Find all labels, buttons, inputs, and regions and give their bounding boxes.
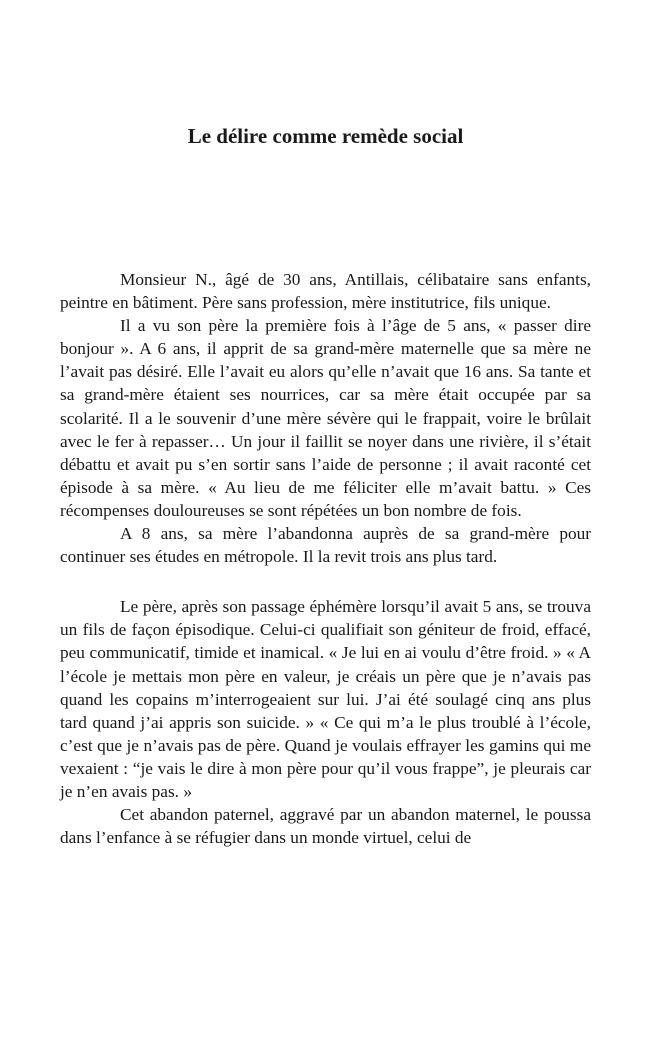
paragraph-2: Il a vu son père la première fois à l’âge de 5 ans, « passer dire bonjour ». A 6 ans, il apprit de sa grand-mère maternelle que sa mère ne l’avait pas désiré. Elle l’avait eu alors qu’elle n’avait que 16 ans. Sa tante et sa grand-mère étaient ses nourrices, car sa mère était occupée par sa scolarité. Il a le souvenir d’une mère sévère qui le frappait, voire le brûlait avec le fer à repasser… Un jour il faillit se noyer dans une rivière, il s’était débattu et avait pu s’en sortir sans l’aide de personne ; il avait raconté cet épisode à sa mère. « Au lieu de me féliciter elle m’avait battu. » Ces récompenses douloureuses se sont répétées un bon nombre de fois.: [60, 316, 591, 520]
body-text: [60, 268, 591, 849]
paragraph-5: Cet abandon paternel, aggravé par un abandon maternel, le poussa dans l’enfance à se réfugier dans un monde virtuel, celui de: [60, 805, 591, 848]
section-gap: [60, 568, 591, 595]
paragraph-1: Monsieur N., âgé de 30 ans, Antillais, célibataire sans enfants, peintre en bâtiment. Père sans profession, mère institutrice, fils unique.: [60, 270, 591, 313]
paragraph-3: A 8 ans, sa mère l’abandonna auprès de sa grand-mère pour continuer ses études en métropole. Il la revit trois ans plus tard.: [60, 524, 591, 567]
chapter-title: Le délire comme remède social: [187, 124, 464, 148]
paragraph-4: Le père, après son passage éphémère lorsqu’il avait 5 ans, se trouva un fils de façon épisodique. Celui-ci qualifiait son géniteur de froid, effacé, peu communicatif, timide et inamical. « Je lui en ai voulu d’être froid. » « A l’école je mettais mon père en valeur, je créais un père que je n’avais pas quand les copains m’interrogeaient sur lui. J’ai été soulagé cinq ans plus tard quand j’ai appris son suicide. » « Ce qui m’a le plus troublé à l’école, c’est que je n’avais pas de père. Quand je voulais effrayer les gamins qui me vexaient : “je vais le dire à mon père pour qu’il vous frappe”, je pleurais car je n’en avais pas. »: [60, 597, 591, 801]
